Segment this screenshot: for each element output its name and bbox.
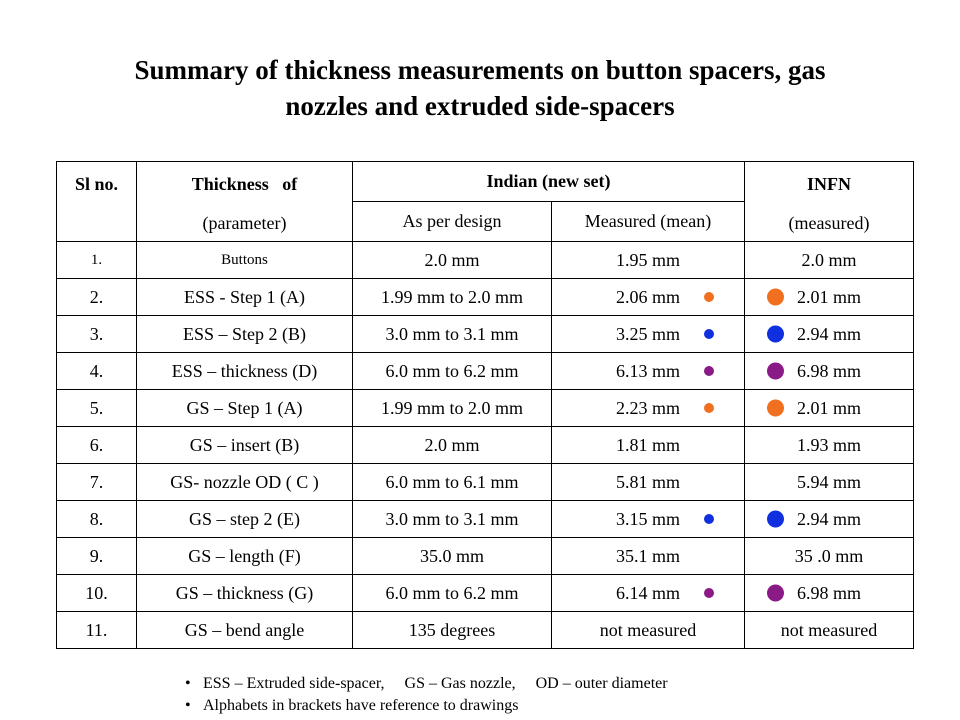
infn-cell-text: not measured <box>780 619 878 640</box>
parameter-cell-text: GS- nozzle OD ( C ) <box>170 471 319 492</box>
purple-dot-marker <box>767 363 784 380</box>
sl-cell <box>57 390 137 427</box>
design-cell <box>353 390 552 427</box>
infn-cell-text: 1.93 mm <box>797 434 862 455</box>
design-cell <box>353 501 552 538</box>
measured-cell <box>552 427 745 464</box>
infn-cell <box>745 242 914 279</box>
design-cell <box>353 538 552 575</box>
measured-cell <box>552 501 745 538</box>
header-thickness-top: Thickness of <box>191 174 298 194</box>
sl-cell-text: 10. <box>85 582 108 603</box>
parameter-cell <box>137 538 353 575</box>
parameter-cell-text: GS – bend angle <box>184 619 305 640</box>
purple-dot-marker <box>767 585 784 602</box>
table-row <box>57 390 914 427</box>
parameter-cell-text: GS – thickness (G) <box>175 582 314 603</box>
bullet-icon: • <box>185 697 191 714</box>
purple-dot-marker <box>704 366 714 376</box>
parameter-cell-text: Buttons <box>221 251 268 268</box>
sl-cell <box>57 538 137 575</box>
sl-cell <box>57 501 137 538</box>
design-cell-text: 3.0 mm to 3.1 mm <box>385 323 519 344</box>
table-row <box>57 427 914 464</box>
measured-cell <box>552 390 745 427</box>
infn-cell <box>745 427 914 464</box>
parameter-cell <box>137 575 353 612</box>
infn-cell <box>745 279 914 316</box>
footnotes <box>185 673 668 717</box>
header-indian: Indian (new set) <box>353 162 745 202</box>
title-line-2: nozzles and extruded side-spacers <box>285 91 675 121</box>
sl-cell-text: 9. <box>89 545 104 566</box>
sl-cell-text: 7. <box>89 471 104 492</box>
table-row <box>57 353 914 390</box>
measured-cell-text: 2.06 mm <box>616 286 681 307</box>
table-row <box>57 242 914 279</box>
infn-cell <box>745 612 914 649</box>
orange-dot-marker <box>767 400 784 417</box>
page-title <box>0 52 960 124</box>
header-infn-sub: (measured) <box>788 213 870 233</box>
measured-cell-text: 5.81 mm <box>616 471 681 492</box>
blue-dot-marker <box>704 514 714 524</box>
parameter-cell-text: GS – step 2 (E) <box>189 508 300 529</box>
infn-cell-text: 2.0 mm <box>801 249 857 270</box>
parameter-cell-text: ESS - Step 1 (A) <box>184 286 305 307</box>
parameter-cell <box>137 612 353 649</box>
header-row-top <box>57 162 914 202</box>
design-cell-text: 3.0 mm to 3.1 mm <box>385 508 519 529</box>
infn-cell-text: 2.94 mm <box>797 323 862 344</box>
table-row <box>57 538 914 575</box>
sl-cell <box>57 353 137 390</box>
measured-cell <box>552 242 745 279</box>
sl-cell <box>57 612 137 649</box>
measured-cell-text: not measured <box>599 619 697 640</box>
table-row <box>57 279 914 316</box>
design-cell <box>353 279 552 316</box>
header-thickness-sub: (parameter) <box>202 213 287 233</box>
sl-cell-text: 4. <box>89 360 104 381</box>
design-cell-text: 1.99 mm to 2.0 mm <box>380 397 523 418</box>
infn-cell <box>745 464 914 501</box>
header-sl: Sl no. <box>57 162 137 242</box>
parameter-cell-text: GS – insert (B) <box>189 434 300 455</box>
summary-table <box>56 161 914 649</box>
infn-cell <box>745 316 914 353</box>
sl-cell-text: 5. <box>89 397 104 418</box>
parameter-cell-text: ESS – thickness (D) <box>171 360 318 381</box>
sl-cell-text: 11. <box>85 619 108 640</box>
table-row <box>57 464 914 501</box>
orange-dot-marker <box>704 292 714 302</box>
blue-dot-marker <box>704 329 714 339</box>
measured-cell <box>552 575 745 612</box>
design-cell-text: 1.99 mm to 2.0 mm <box>380 286 523 307</box>
design-cell <box>353 575 552 612</box>
measured-cell <box>552 464 745 501</box>
infn-cell <box>745 575 914 612</box>
measured-cell-text: 3.15 mm <box>616 508 681 529</box>
sl-cell <box>57 427 137 464</box>
design-cell-text: 2.0 mm <box>424 434 480 455</box>
purple-dot-marker <box>704 588 714 598</box>
parameter-cell <box>137 353 353 390</box>
parameter-cell-text: ESS – Step 2 (B) <box>182 323 306 344</box>
table-body <box>57 242 914 649</box>
header-measured: Measured (mean) <box>552 202 745 242</box>
header-infn-top: INFN <box>807 174 852 194</box>
infn-cell-text: 6.98 mm <box>797 360 862 381</box>
sl-cell <box>57 316 137 353</box>
infn-cell <box>745 501 914 538</box>
measured-cell <box>552 279 745 316</box>
parameter-cell <box>137 464 353 501</box>
infn-cell-text: 2.01 mm <box>797 397 862 418</box>
title-line-1: Summary of thickness measurements on button spacers, gas <box>134 55 826 85</box>
measured-cell-text: 6.14 mm <box>616 582 681 603</box>
design-cell-text: 2.0 mm <box>424 249 480 270</box>
footnote-text: ESS – Extruded side-spacer, GS – Gas nozzle, OD – outer diameter <box>203 675 668 692</box>
orange-dot-marker <box>704 403 714 413</box>
measured-cell-text: 2.23 mm <box>616 397 681 418</box>
sl-cell <box>57 575 137 612</box>
sl-cell-text: 2. <box>89 286 104 307</box>
infn-cell-text: 6.98 mm <box>797 582 862 603</box>
table-row <box>57 575 914 612</box>
design-cell-text: 35.0 mm <box>419 545 484 566</box>
infn-cell-text: 35 .0 mm <box>794 545 864 566</box>
infn-cell-text: 5.94 mm <box>797 471 862 492</box>
design-cell <box>353 242 552 279</box>
footnote-text: Alphabets in brackets have reference to drawings <box>203 697 519 714</box>
design-cell-text: 6.0 mm to 6.1 mm <box>385 471 519 492</box>
design-cell <box>353 464 552 501</box>
parameter-cell <box>137 501 353 538</box>
parameter-cell <box>137 242 353 279</box>
sl-cell <box>57 464 137 501</box>
measured-cell <box>552 612 745 649</box>
orange-dot-marker <box>767 289 784 306</box>
parameter-cell <box>137 427 353 464</box>
design-cell-text: 6.0 mm to 6.2 mm <box>385 360 519 381</box>
parameter-cell <box>137 316 353 353</box>
design-cell-text: 135 degrees <box>408 619 496 640</box>
header-design: As per design <box>353 202 552 242</box>
infn-cell <box>745 353 914 390</box>
blue-dot-marker <box>767 326 784 343</box>
measured-cell <box>552 538 745 575</box>
parameter-cell <box>137 279 353 316</box>
infn-cell-text: 2.01 mm <box>797 286 862 307</box>
design-cell <box>353 427 552 464</box>
footnote-item <box>185 695 668 717</box>
header-thickness <box>137 162 353 242</box>
bullet-icon: • <box>185 675 191 692</box>
footnote-item <box>185 673 668 695</box>
header-infn <box>745 162 914 242</box>
sl-cell-text: 1. <box>90 251 103 268</box>
infn-cell-text: 2.94 mm <box>797 508 862 529</box>
parameter-cell-text: GS – Step 1 (A) <box>186 397 303 418</box>
measured-cell-text: 1.81 mm <box>616 434 681 455</box>
parameter-cell <box>137 390 353 427</box>
sl-cell <box>57 279 137 316</box>
sl-cell-text: 6. <box>89 434 104 455</box>
design-cell-text: 6.0 mm to 6.2 mm <box>385 582 519 603</box>
measured-cell <box>552 353 745 390</box>
table-row <box>57 612 914 649</box>
parameter-cell-text: GS – length (F) <box>188 545 301 566</box>
design-cell <box>353 353 552 390</box>
sl-cell-text: 3. <box>89 323 104 344</box>
table-row <box>57 316 914 353</box>
blue-dot-marker <box>767 511 784 528</box>
measured-cell <box>552 316 745 353</box>
measured-cell-text: 3.25 mm <box>616 323 681 344</box>
design-cell <box>353 316 552 353</box>
table-row <box>57 501 914 538</box>
measured-cell-text: 6.13 mm <box>616 360 681 381</box>
measured-cell-text: 35.1 mm <box>616 545 681 566</box>
sl-cell-text: 8. <box>89 508 104 529</box>
infn-cell <box>745 538 914 575</box>
infn-cell <box>745 390 914 427</box>
design-cell <box>353 612 552 649</box>
measured-cell-text: 1.95 mm <box>616 249 681 270</box>
sl-cell <box>57 242 137 279</box>
